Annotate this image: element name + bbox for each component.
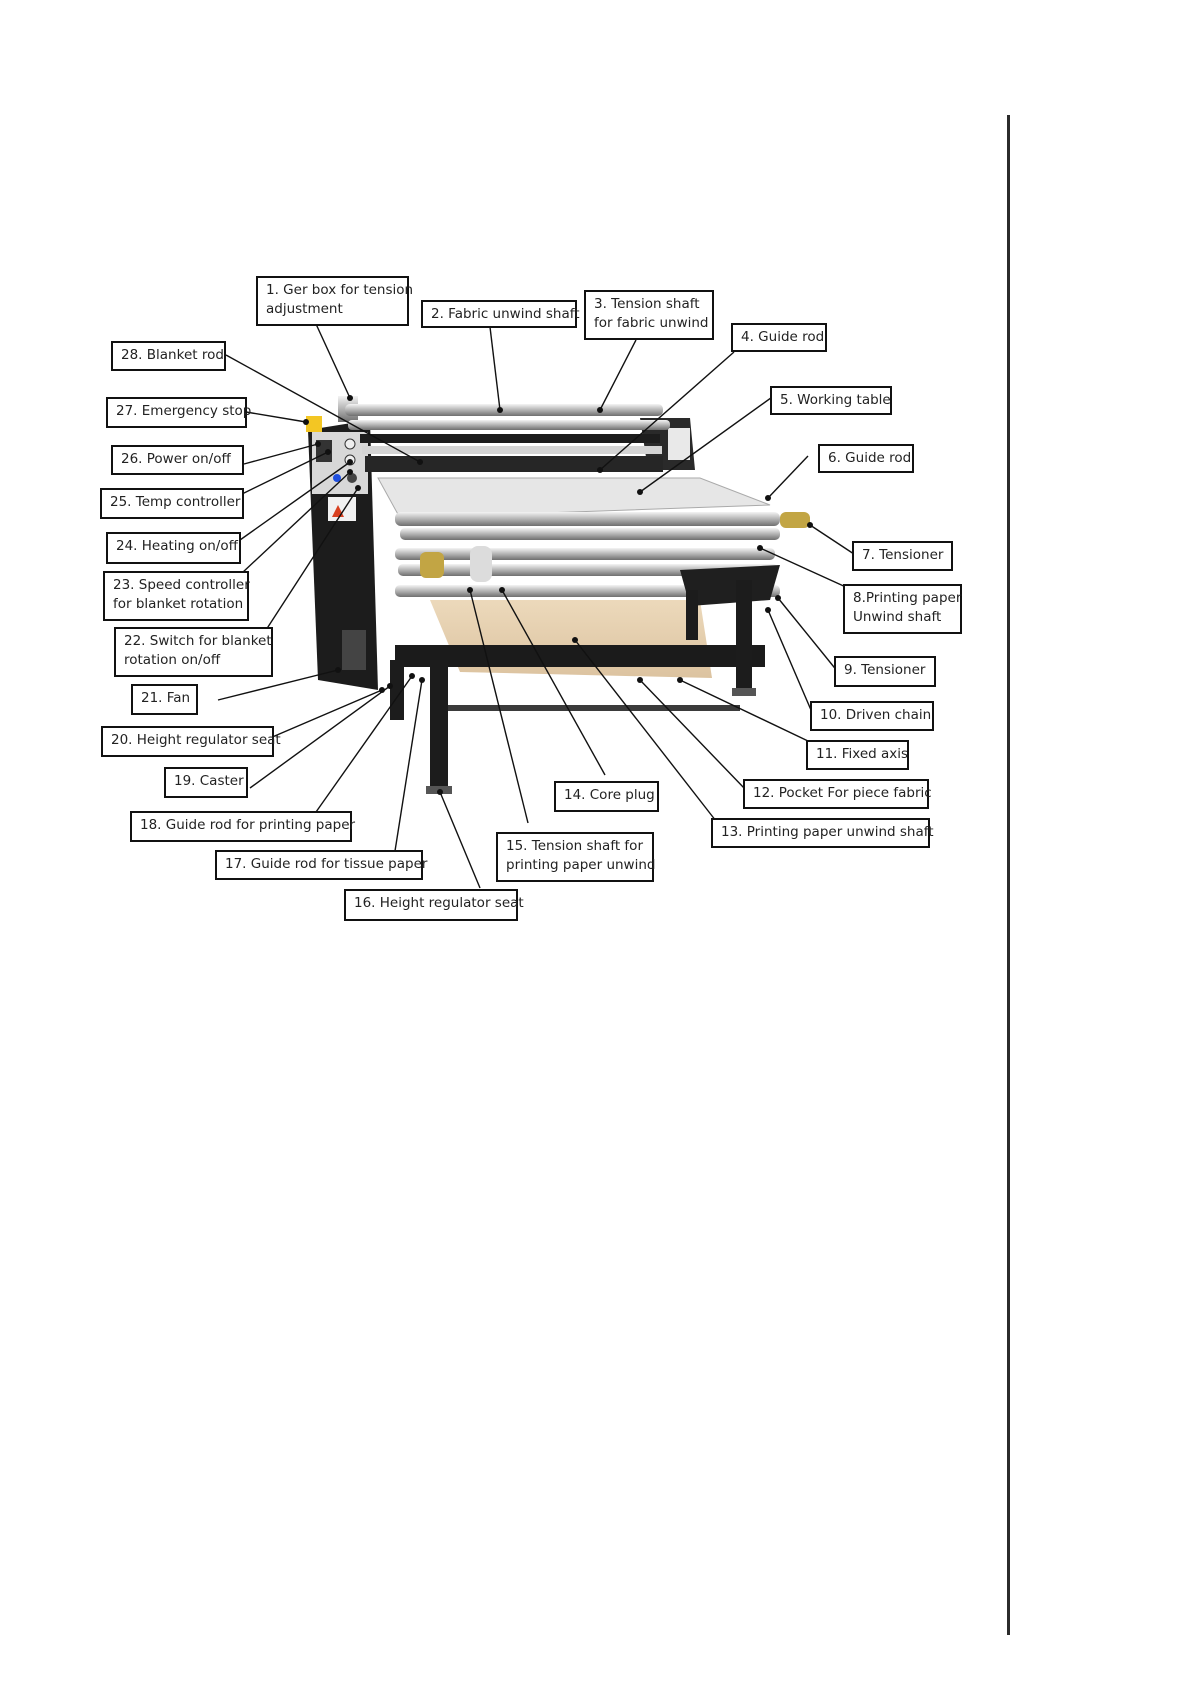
- warning-sticker: [328, 497, 356, 521]
- core-plug-left: [420, 552, 444, 578]
- label-24-heating-on-off: [106, 532, 241, 564]
- label-3-line-2: for fabric unwind: [594, 315, 709, 331]
- arrowhead-23: [347, 469, 353, 475]
- label-25-line-1: 25. Temp controller: [110, 494, 241, 510]
- arrowhead-12: [637, 677, 643, 683]
- label-14-line-1: 14. Core plug: [564, 787, 655, 803]
- leader-9: [778, 598, 838, 672]
- label-3-line-1: 3. Tension shaft: [594, 296, 700, 312]
- arrowhead-9: [775, 595, 781, 601]
- label-3-tension-shaft: [584, 290, 714, 340]
- left-front-leg: [430, 660, 448, 788]
- leader-16: [440, 792, 480, 888]
- label-15-line-2: printing paper unwind: [506, 857, 656, 873]
- right-label-plate: [668, 428, 690, 460]
- label-12-pocket-for-piece-fabric: [743, 779, 932, 809]
- fixed-axis-bar: [440, 705, 740, 711]
- label-13-printing-paper-unwind-shaft: [711, 818, 934, 848]
- label-22-blanket-rotation-switch: [114, 627, 273, 677]
- label-2-fabric-unwind-shaft: [421, 300, 580, 328]
- label-4-line-1: 4. Guide rod: [741, 329, 825, 345]
- label-1-line-1: 1. Ger box for tension: [266, 282, 414, 298]
- label-6-guide-rod: [818, 444, 914, 473]
- label-1-line-2: adjustment: [266, 301, 343, 317]
- label-26-power-on-off: [111, 445, 244, 475]
- arrowhead-3: [597, 407, 603, 413]
- arrowhead-13: [572, 637, 578, 643]
- arrowhead-17: [419, 677, 425, 683]
- label-19-caster: [164, 767, 248, 798]
- label-27-emergency-stop: [106, 397, 252, 428]
- label-2-line-1: 2. Fabric unwind shaft: [431, 306, 580, 322]
- label-8-line-2: Unwind shaft: [853, 609, 942, 625]
- arrowhead-20: [379, 687, 385, 693]
- label-13-line-1: 13. Printing paper unwind shaft: [721, 824, 934, 840]
- arrowhead-2: [497, 407, 503, 413]
- arrowhead-16: [437, 789, 443, 795]
- leader-12: [640, 680, 745, 789]
- label-7-line-1: 7. Tensioner: [862, 547, 944, 563]
- arrowhead-4: [597, 467, 603, 473]
- arrowhead-11: [677, 677, 683, 683]
- leader-26: [244, 444, 318, 464]
- leader-20: [270, 690, 382, 738]
- label-21-line-1: 21. Fan: [141, 690, 191, 706]
- label-5-line-1: 5. Working table: [780, 392, 891, 408]
- label-28-line-1: 28. Blanket rod: [121, 347, 224, 363]
- label-22-line-1: 22. Switch for blanket: [124, 633, 272, 649]
- label-23-line-2: for blanket rotation: [113, 596, 244, 612]
- label-23-line-1: 23. Speed controller: [113, 577, 250, 593]
- arrowhead-6: [765, 495, 771, 501]
- arrowhead-10: [765, 607, 771, 613]
- arrowhead-24: [347, 459, 353, 465]
- power-button: [345, 439, 355, 449]
- front-roller-3: [395, 548, 775, 560]
- label-24-line-1: 24. Heating on/off: [116, 538, 238, 554]
- label-20-line-1: 20. Height regulator seat: [111, 732, 281, 748]
- label-1-gear-box: [256, 276, 414, 326]
- label-17-line-1: 17. Guide rod for tissue paper: [225, 856, 428, 872]
- arrowhead-26: [315, 441, 321, 447]
- label-25-temp-controller: [100, 488, 244, 519]
- label-18-line-1: 18. Guide rod for printing paper: [140, 817, 356, 833]
- leader-18: [316, 676, 412, 812]
- label-22-line-2: rotation on/off: [124, 652, 221, 668]
- tension-shaft-top: [348, 420, 670, 430]
- arrowhead-27: [303, 419, 309, 425]
- arrowhead-25: [325, 449, 331, 455]
- label-15-line-1: 15. Tension shaft for: [506, 838, 643, 854]
- label-11-fixed-axis: [806, 740, 909, 770]
- label-10-driven-chain: [810, 701, 934, 731]
- right-front-leg: [736, 580, 752, 690]
- label-11-line-1: 11. Fixed axis: [816, 746, 909, 762]
- lower-black-beam: [395, 645, 765, 667]
- label-16-line-1: 16. Height regulator seat: [354, 895, 524, 911]
- arrowhead-28: [417, 459, 423, 465]
- label-9-tensioner: [834, 656, 936, 687]
- right-rear-leg: [686, 590, 698, 640]
- top-unwind-shaft: [345, 404, 663, 416]
- arrowhead-15: [467, 587, 473, 593]
- leader-1: [316, 324, 350, 398]
- arrowhead-14: [499, 587, 505, 593]
- label-27-line-1: 27. Emergency stop: [116, 403, 252, 419]
- label-4-guide-rod: [731, 323, 827, 352]
- arrowhead-1: [347, 395, 353, 401]
- leader-3: [600, 340, 636, 410]
- arrowhead-18: [409, 673, 415, 679]
- label-21-fan: [131, 684, 198, 715]
- right-tensioner: [780, 512, 810, 528]
- label-7-tensioner: [852, 541, 953, 571]
- right-foot: [732, 688, 756, 696]
- blanket-rod-bar: [360, 434, 660, 443]
- label-12-line-1: 12. Pocket For piece fabric: [753, 785, 932, 801]
- label-18-guide-rod-printing-paper: [130, 811, 356, 842]
- front-roller-2: [400, 528, 780, 540]
- heat-press-machine: [306, 396, 810, 794]
- label-28-blanket-rod: [111, 341, 226, 371]
- label-16-height-regulator-seat: [344, 889, 524, 921]
- leader-6: [768, 456, 808, 498]
- arrowhead-21: [335, 667, 341, 673]
- label-26-line-1: 26. Power on/off: [121, 451, 231, 467]
- arrowhead-5: [637, 489, 643, 495]
- label-6-line-1: 6. Guide rod: [828, 450, 912, 466]
- label-23-speed-controller: [103, 571, 249, 621]
- label-19-line-1: 19. Caster: [174, 773, 244, 789]
- front-roller-1: [395, 512, 780, 526]
- label-15-tension-shaft-printing-paper: [496, 832, 654, 882]
- guide-rod-upper: [362, 446, 662, 454]
- label-8-line-1: 8.Printing paper: [853, 590, 962, 606]
- arrowhead-7: [807, 522, 813, 528]
- label-9-line-1: 9. Tensioner: [844, 662, 926, 678]
- label-8-printing-paper-unwind-shaft: [843, 584, 962, 634]
- core-plug-cap: [470, 546, 492, 582]
- leader-10: [768, 610, 814, 717]
- arrowhead-22: [355, 485, 361, 491]
- label-20-height-regulator-seat: [101, 726, 281, 757]
- label-10-line-1: 10. Driven chain: [820, 707, 932, 723]
- label-5-working-table: [770, 386, 892, 415]
- arrowhead-19: [387, 683, 393, 689]
- emergency-stop-box: [306, 416, 322, 432]
- fan-grille: [342, 630, 366, 670]
- leader-2: [490, 327, 500, 410]
- label-14-core-plug: [554, 781, 659, 812]
- label-17-guide-rod-tissue-paper: [215, 850, 428, 880]
- blanket-belt: [365, 456, 663, 472]
- arrowhead-8: [757, 545, 763, 551]
- leader-27: [246, 412, 306, 422]
